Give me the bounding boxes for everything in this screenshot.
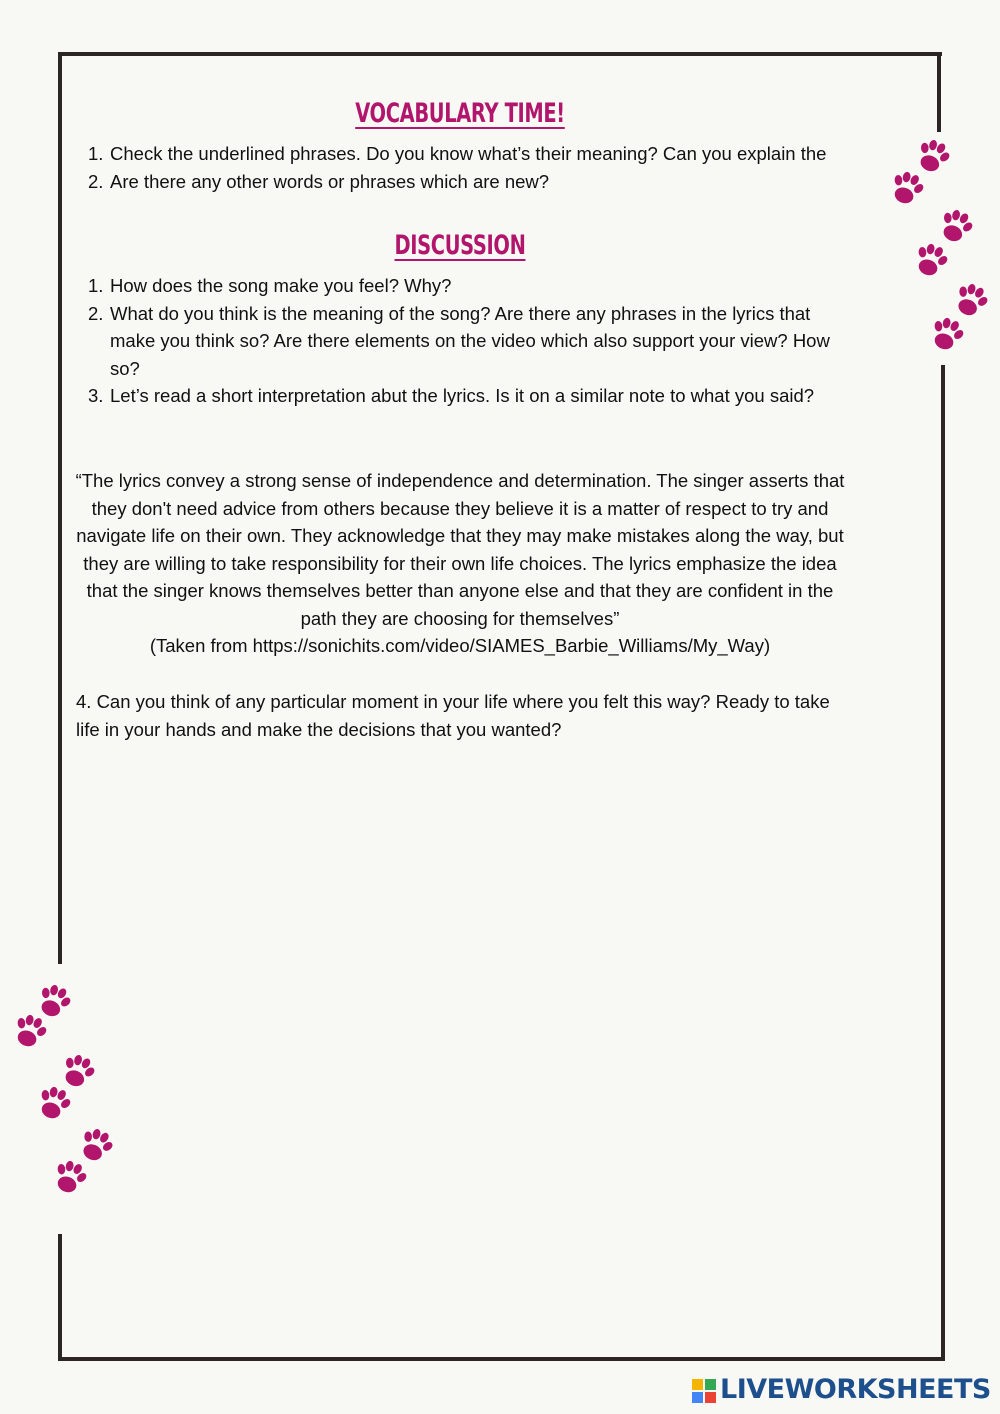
liveworksheets-logo: [692, 1374, 992, 1406]
vocabulary-list: [80, 140, 850, 195]
list-item-text: What do you think is the meaning of the song? Are there any phrases in the lyrics that make you think so? Are there elements on the video which also support your view? How so?: [110, 302, 830, 379]
interpretation-quote: “The lyrics convey a strong sense of independence and determination. The singer asserts that they don't need advice from others because they believe it is a matter of respect to try and navigate life on their own. They acknowledge that they may make mistakes along the way, but they are willing to take responsibility for their own life choices. The lyrics emphasize the idea that the singer knows themselves better than anyone else and that they are confident in the path they are choosing for themselves”: [75, 470, 845, 629]
frame-bottom: [58, 1357, 945, 1361]
list-item-text: Let’s read a short interpretation abut the lyrics. Is it on a similar note to what you said?: [110, 385, 815, 406]
list-item-text: How does the song make you feel? Why?: [110, 275, 452, 296]
frame-left-lower: [58, 1234, 62, 1360]
list-item: [80, 272, 850, 300]
discussion-list: [80, 272, 850, 410]
list-item-text: Are there any other words or phrases which are new?: [110, 170, 550, 192]
discussion-heading: DISCUSSION: [394, 230, 526, 261]
frame-left-upper: [58, 52, 62, 964]
frame-right-upper: [937, 52, 941, 132]
list-item-text: Check the underlined phrases. Do you know what’s their meaning? Can you explain the: [110, 143, 827, 164]
list-item: [80, 140, 850, 168]
list-item-number: 1.: [88, 143, 104, 164]
frame-top: [58, 52, 942, 56]
list-item-number: 2.: [88, 170, 104, 192]
list-item: [80, 168, 850, 196]
liveworksheets-logo-icon: [692, 1379, 716, 1403]
logo-text: LIVEWORKSHEETS: [720, 1374, 991, 1405]
list-item-number: 3.: [88, 385, 104, 406]
quote-source: (Taken from https://sonichits.com/video/SIAMES_Barbie_Williams/My_Way): [149, 635, 771, 656]
paw-print-icon: [5, 975, 120, 1205]
frame-right-lower: [941, 365, 945, 1360]
list-item: [80, 300, 850, 383]
question-4: 4. Can you think of any particular moment in your life where you felt this way? Ready to take life in your hands and make the decisions that you wanted?: [76, 691, 830, 740]
list-item-number: 2.: [88, 302, 104, 324]
vocabulary-heading: VOCABULARY TIME!: [355, 98, 565, 129]
paw-print-icon: [880, 130, 995, 360]
list-item-number: 1.: [88, 275, 104, 296]
list-item: [80, 382, 850, 410]
